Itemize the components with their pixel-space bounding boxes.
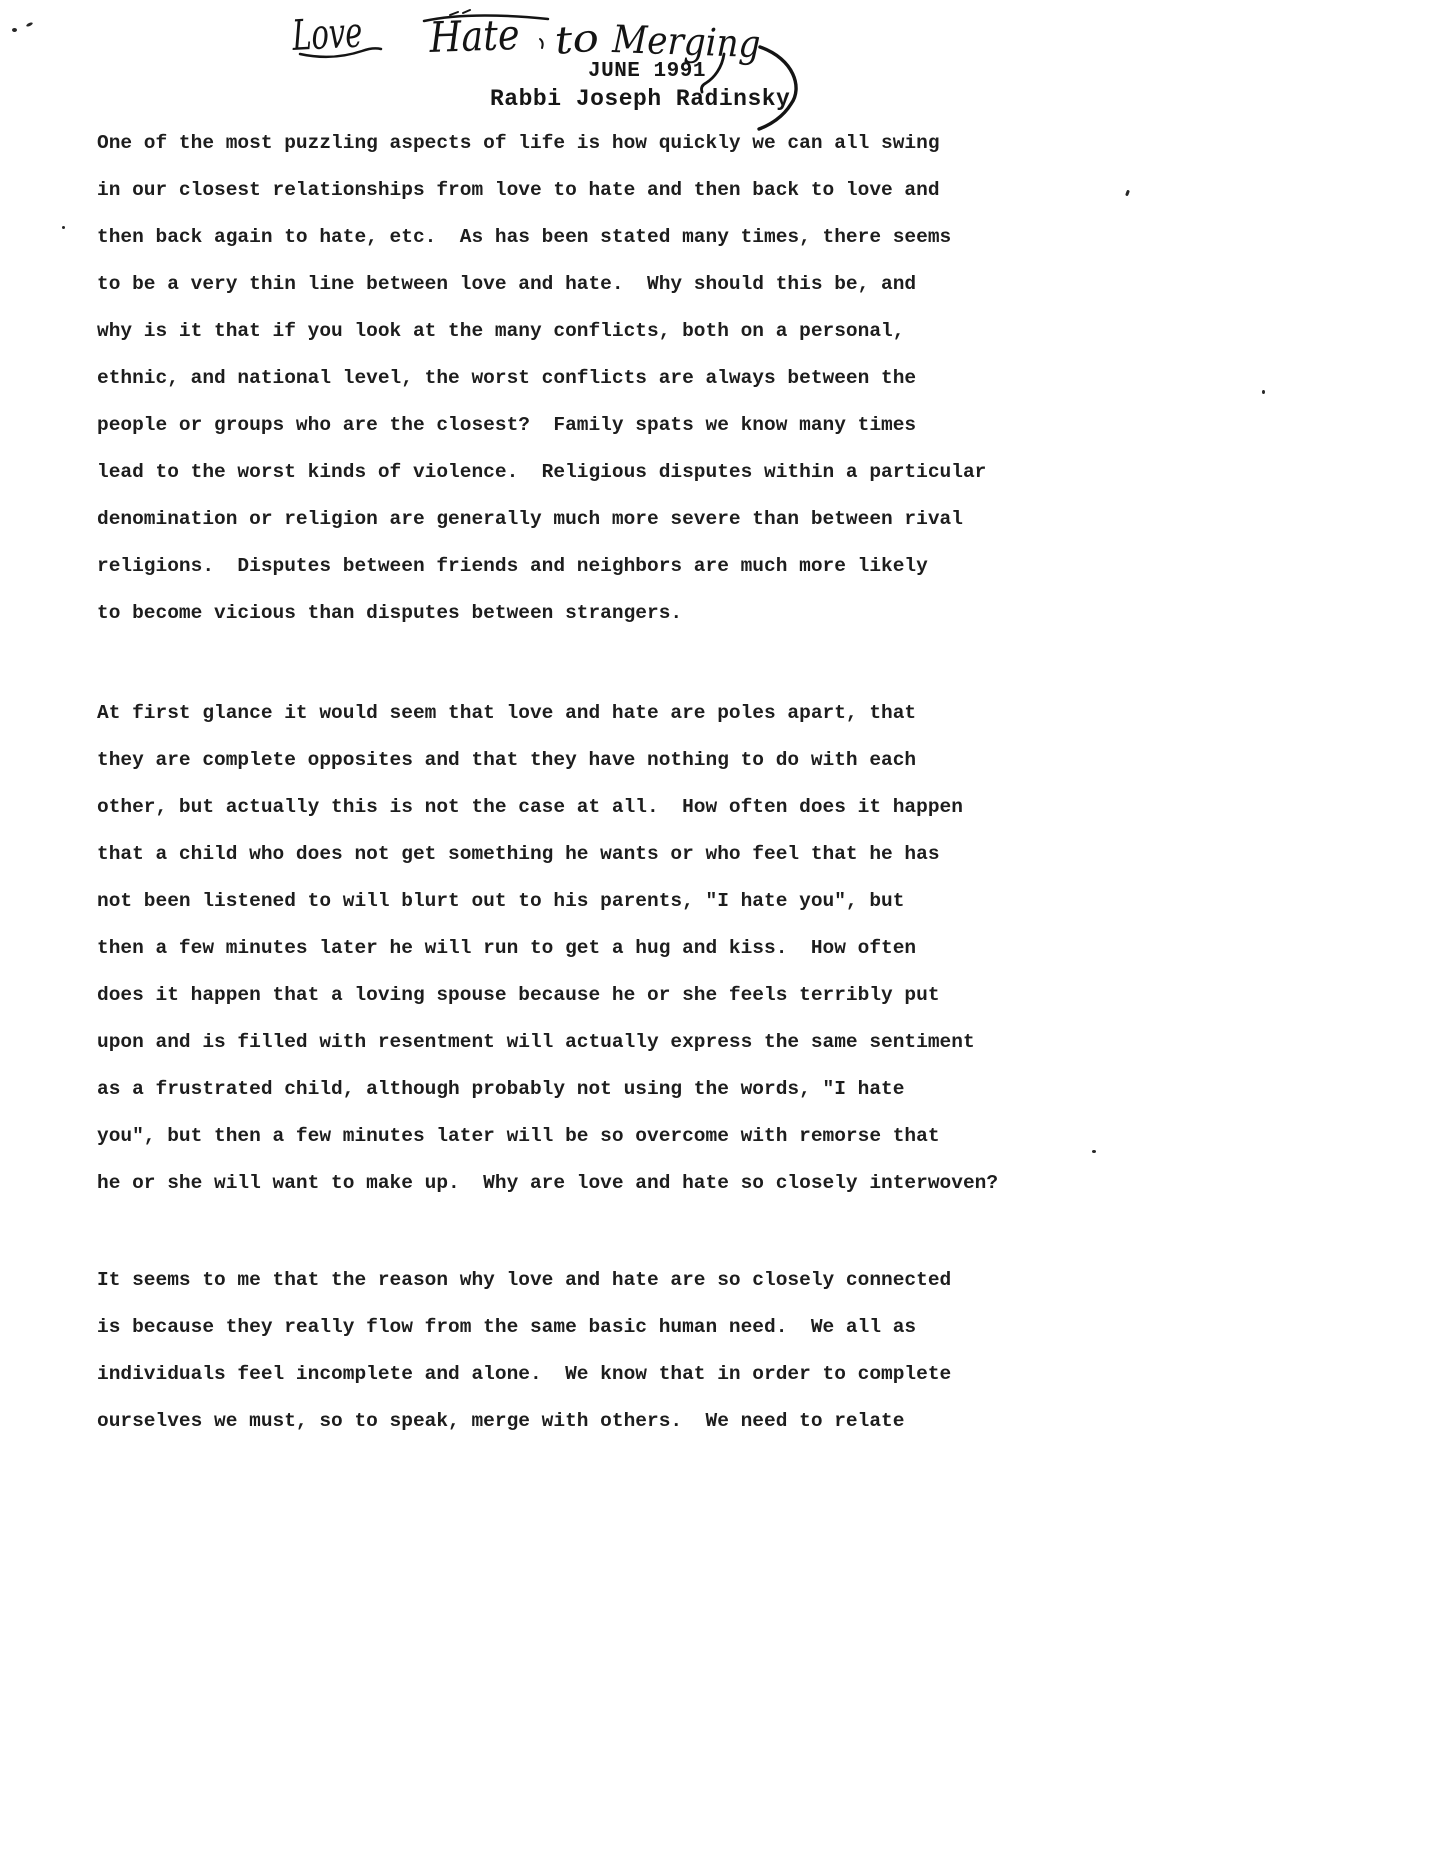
text-line: individuals feel incomplete and alone. We know that in order to complete [97, 1363, 952, 1385]
text-line: you", but then a few minutes later will be so overcome with remorse that [97, 1125, 940, 1147]
handwritten-word-hate: Hate [428, 9, 534, 62]
text-line: does it happen that a loving spouse because he or she feels terribly put [97, 984, 940, 1006]
text-line: upon and is filled with resentment will actually express the same sentiment [97, 1031, 975, 1053]
text-line: in our closest relationships from love to hate and then back to love and [97, 179, 940, 201]
text-line: lead to the worst kinds of violence. Religious disputes within a particular [97, 461, 987, 483]
text-line: that a child who does not get something he wants or who feel that he has [97, 843, 940, 865]
text-line: then a few minutes later he will run to get a hug and kiss. How often [97, 937, 917, 959]
scan-artifact-dot [1092, 1150, 1096, 1153]
text-line: to become vicious than disputes between strangers. [97, 602, 683, 624]
paragraph-3 [97, 1257, 1107, 1445]
text-line: not been listened to will blurt out to his parents, "I hate you", but [97, 890, 905, 912]
scan-artifact-dot [62, 226, 65, 229]
text-line: religions. Disputes between friends and neighbors are much more likely [97, 555, 928, 577]
text-line: then back again to hate, etc. As has been stated many times, there seems [97, 226, 952, 248]
text-line: to be a very thin line between love and hate. Why should this be, and [97, 273, 917, 295]
paragraph-1 [97, 120, 1107, 637]
handwriting-comma-mark [540, 39, 543, 48]
text-line: people or groups who are the closest? Family spats we know many times [97, 414, 917, 436]
text-line: ethnic, and national level, the worst conflicts are always between the [97, 367, 917, 389]
text-line: At first glance it would seem that love and hate are poles apart, that [97, 702, 917, 724]
paragraph-2 [97, 690, 1107, 1207]
text-line: ourselves we must, so to speak, merge with others. We need to relate [97, 1410, 905, 1432]
handwritten-word-merging: Merging [611, 17, 778, 67]
text-line: other, but actually this is not the case at all. How often does it happen [97, 796, 963, 818]
handwritten-word-love: Love [290, 5, 396, 60]
text-line: One of the most puzzling aspects of life is how quickly we can all swing [97, 132, 940, 154]
document-body [97, 120, 1107, 1445]
date-line: JUNE 1991 [588, 60, 706, 83]
handwritten-word-to: to [552, 15, 595, 63]
text-line: he or she will want to make up. Why are love and hate so closely interwoven? [97, 1172, 999, 1194]
scan-artifact-dot [12, 28, 17, 32]
text-line: why is it that if you look at the many conflicts, both on a personal, [97, 320, 905, 342]
byline: Rabbi Joseph Radinsky [490, 86, 791, 112]
scan-artifact-dot [1125, 190, 1130, 197]
text-line: denomination or religion are generally much more severe than between rival [97, 508, 963, 530]
text-line: is because they really flow from the same basic human need. We all as [97, 1316, 917, 1338]
scan-artifact-dot [1262, 390, 1265, 394]
text-line: It seems to me that the reason why love and hate are so closely connected [97, 1269, 952, 1291]
text-line: as a frustrated child, although probably not using the words, "I hate [97, 1078, 905, 1100]
text-line: they are complete opposites and that they have nothing to do with each [97, 749, 917, 771]
